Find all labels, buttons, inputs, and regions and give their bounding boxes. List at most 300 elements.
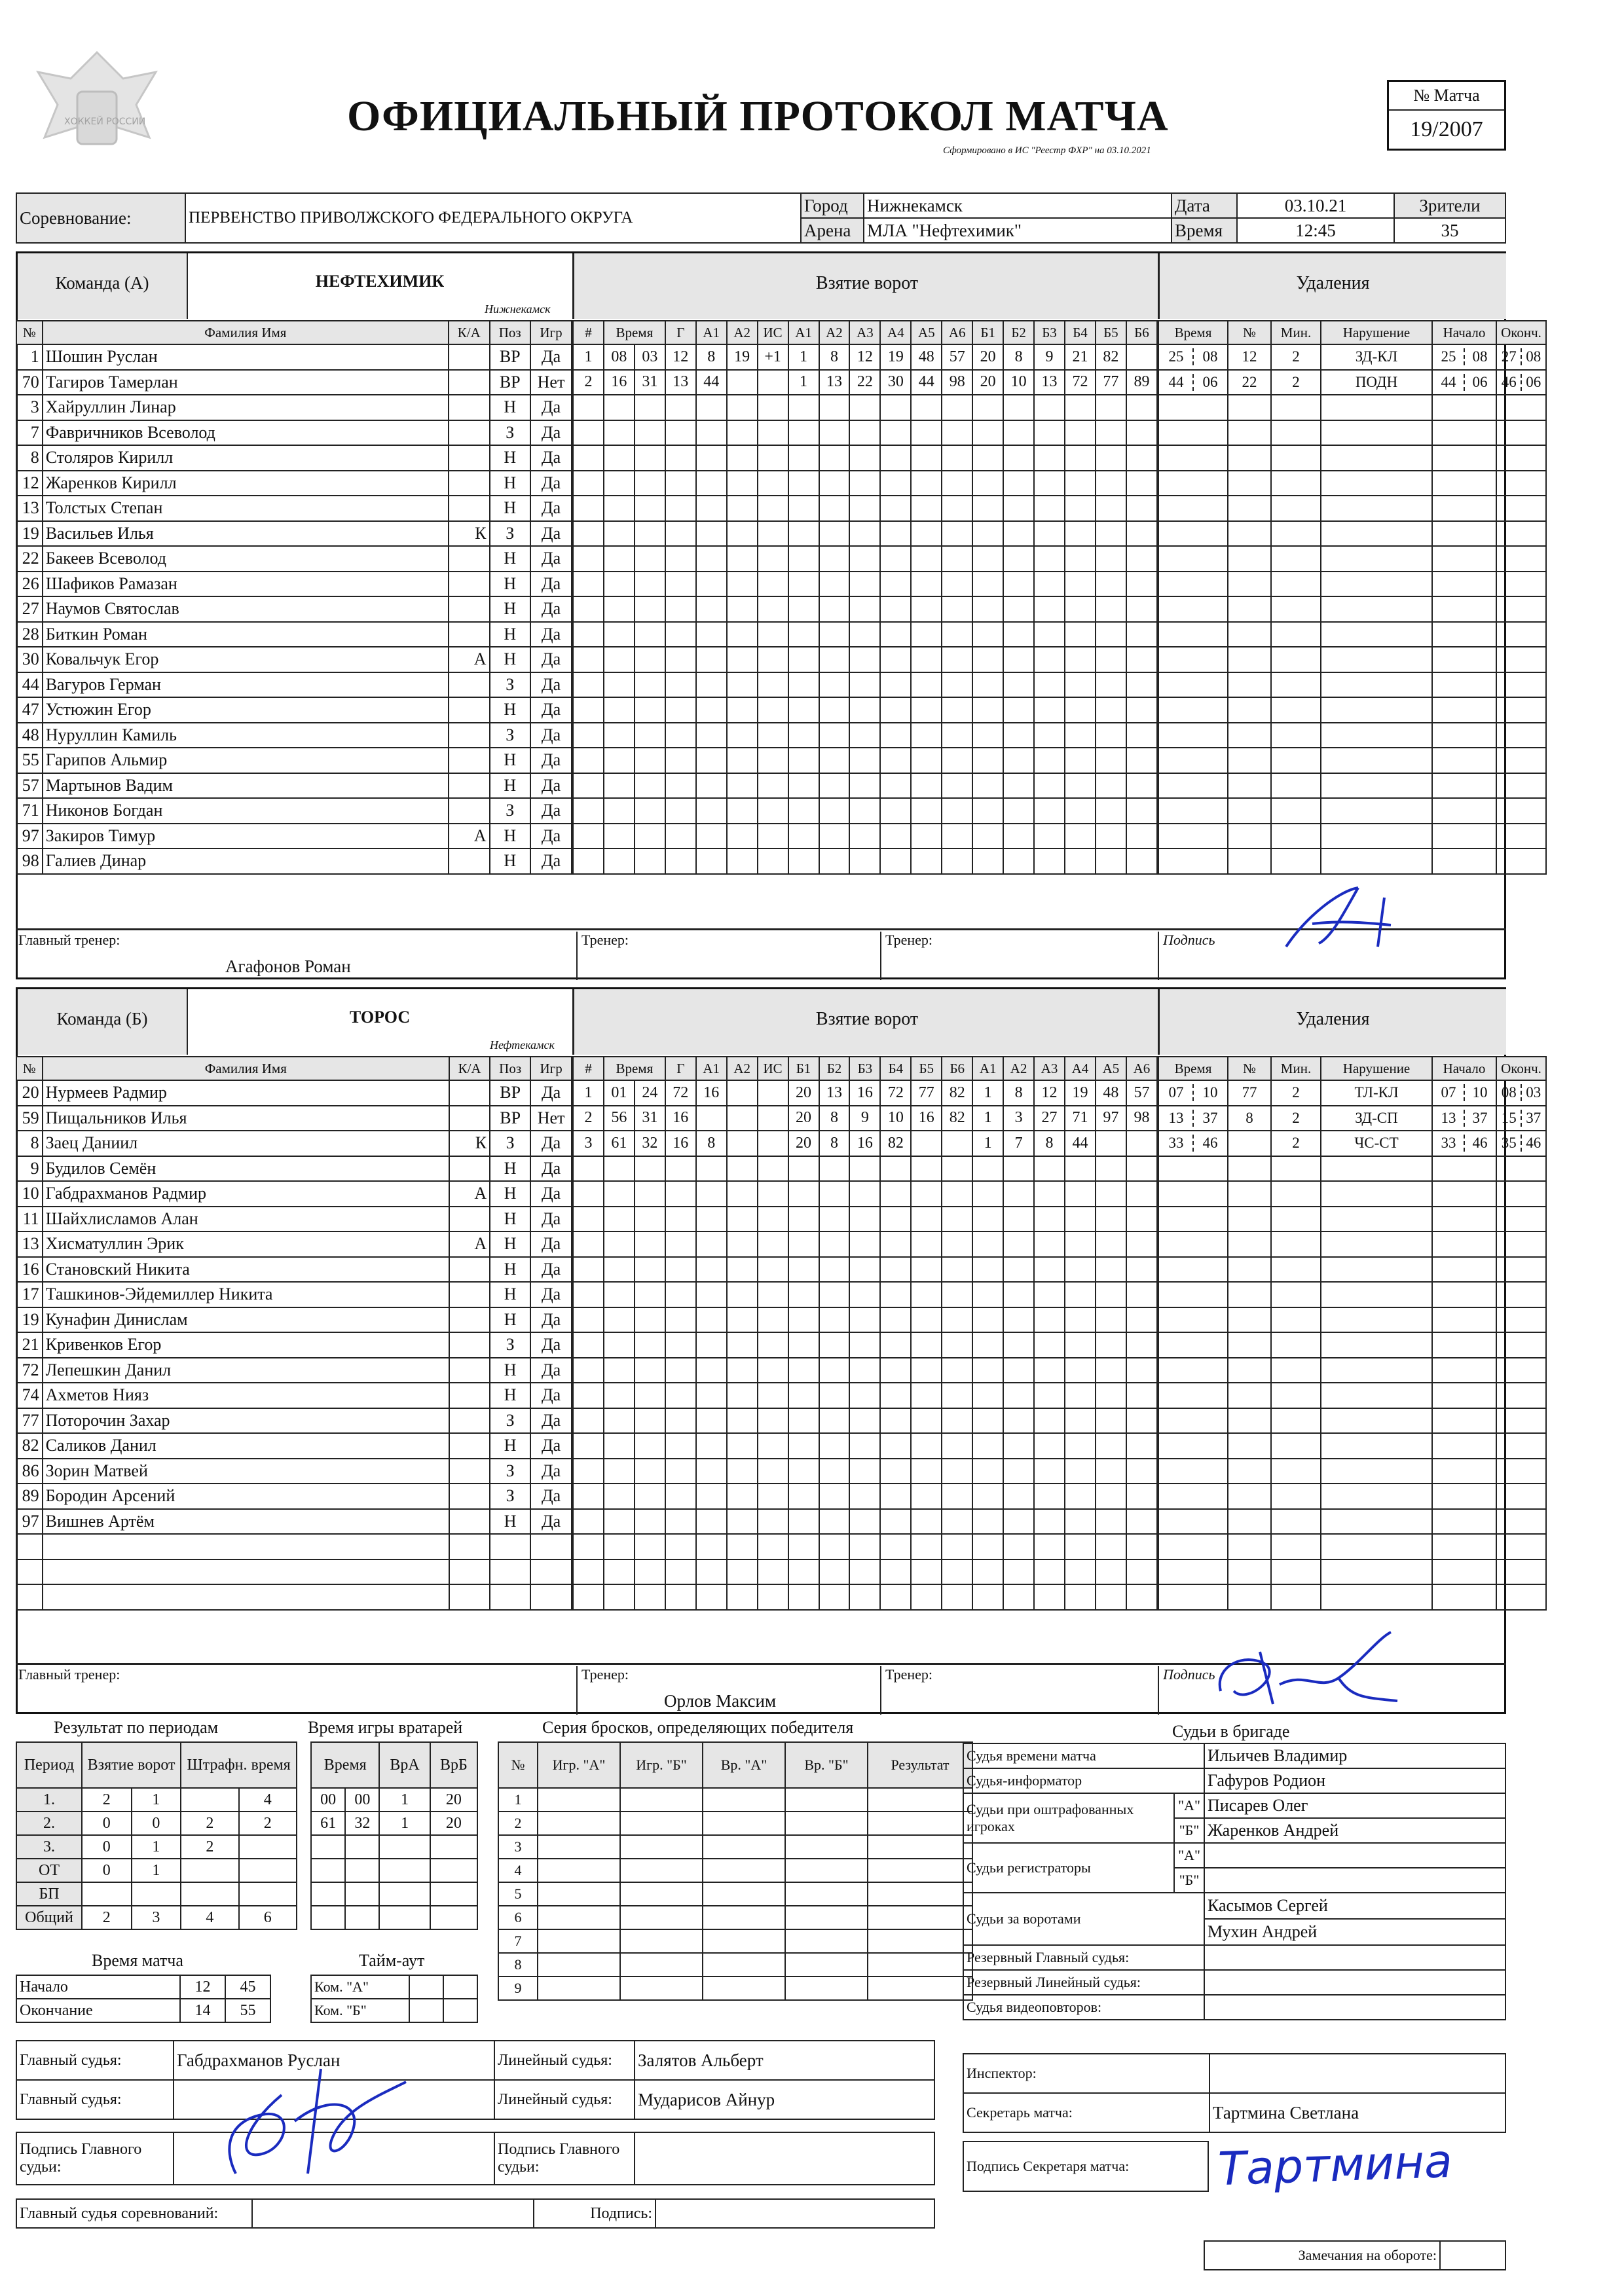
grid-cell [880,1282,911,1307]
empty-cell [43,1584,449,1610]
table-row [16,647,572,672]
grid-cell [696,1534,727,1559]
player-ka [449,1509,490,1535]
period-cell: 1. [16,1788,82,1812]
grid-cell: 57 [942,344,972,370]
pen-cell [1321,1358,1432,1383]
empty-cell [449,1534,490,1559]
penbox-b: Жаренков Андрей [1204,1818,1505,1843]
player-ka [449,1080,490,1106]
pen-cell [1321,596,1432,622]
grid-cell [972,697,1003,723]
grid-cell [665,1332,696,1358]
grid-cell [788,1181,819,1207]
pen-cell [1496,1207,1546,1232]
grid-cell [880,672,911,698]
table-row [16,848,572,874]
grid-cell [942,748,972,773]
pen-cell [1158,1181,1228,1207]
grid-cell [788,1559,819,1585]
period-cell: ОТ [16,1859,82,1882]
grid-cell [635,848,665,874]
player-name: Шошин Руслан [43,344,449,370]
table-row [1158,1156,1546,1182]
pen-cell [1496,1358,1546,1383]
grid-cell [604,1358,635,1383]
grid-cell [972,1156,1003,1182]
grid-cell [604,496,635,521]
pen-cell [1432,596,1496,622]
empty-cell [16,1584,43,1610]
grid-cell [942,395,972,420]
grid-cell [573,1231,604,1257]
table-row [1158,798,1546,824]
grid-cell [880,1207,911,1232]
grid-cell [942,1383,972,1408]
pen-cell [1321,1282,1432,1307]
table-row [498,1929,972,1953]
grid-cell [1065,824,1096,849]
grid-cell [758,748,788,773]
date: 03.10.21 [1237,193,1394,218]
grid-cell [880,1459,911,1484]
grid-cell [972,1257,1003,1283]
grid-cell [665,546,696,572]
scorer-a-tag: "А" [1174,1843,1204,1868]
grid-cell [942,1559,972,1585]
grid-cell [604,848,635,874]
grid-cell [1003,1383,1034,1408]
column-header: А2 [1003,1057,1034,1080]
table-row [573,1509,1157,1535]
column-header: А5 [1096,1057,1126,1080]
grid-cell [665,672,696,698]
grid-cell [696,1181,727,1207]
grid-cell [635,1484,665,1509]
column-header: А1 [788,321,819,344]
grid-cell: 7 [1003,1131,1034,1156]
player-number: 55 [16,748,43,773]
grid-cell [604,1156,635,1182]
column-header: А1 [696,1057,727,1080]
pen-cell [1271,1433,1321,1459]
grid-cell [1034,1332,1065,1358]
grid-cell: 32 [635,1131,665,1156]
grid-cell [758,395,788,420]
player-played: Да [530,1257,572,1283]
table-row [16,1859,297,1882]
table-row [573,1383,1157,1408]
team-a-goals-title-cell [572,253,1160,319]
grid-cell [758,1509,788,1535]
table-row [573,1131,1157,1156]
column-header: А6 [1126,1057,1157,1080]
grid-cell: 8 [819,1106,850,1131]
player-name: Никонов Богдан [43,798,449,824]
grid-cell [727,1181,758,1207]
pen-min: 44 [1433,374,1465,391]
pen-cell [1321,572,1432,597]
pen-cell [1432,1433,1496,1459]
pen-cell [1321,1231,1432,1257]
grid-cell [849,1459,880,1484]
grid-cell [758,370,788,395]
goalie-cell [311,1906,345,1929]
grid-cell: 97 [1096,1106,1126,1131]
grid-cell: 71 [1065,1106,1096,1131]
pen-cell [1158,723,1228,748]
shot-cell [620,1835,703,1859]
grid-cell [788,697,819,723]
player-name: Столяров Кирилл [43,445,449,471]
table-row [1158,1282,1546,1307]
pen-cell [1496,596,1546,622]
grid-cell [1003,748,1034,773]
pen-sec: 10 [1202,1084,1218,1101]
grid-cell [604,420,635,446]
grid-cell [819,1332,850,1358]
team-a-signature-icon [1280,884,1424,950]
pen-cell [1271,848,1321,874]
grid-cell [635,798,665,824]
grid-cell [635,420,665,446]
grid-cell [1065,798,1096,824]
grid-cell [758,496,788,521]
player-pos: Н [490,496,530,521]
player-number: 48 [16,723,43,748]
pen-cell [1321,1484,1432,1509]
grid-cell [1034,1207,1065,1232]
player-played: Да [530,420,572,446]
pen-cell [1321,1332,1432,1358]
competition-label: Соревнование: [16,193,185,243]
grid-cell: 16 [849,1131,880,1156]
player-number: 59 [16,1106,43,1131]
pen-cell [1158,496,1228,521]
table-row [573,1408,1157,1434]
pen-cell [1271,1408,1321,1434]
grid-cell [1096,748,1126,773]
player-number: 12 [16,471,43,496]
grid-cell [880,1584,911,1610]
pen-min: 33 [1433,1135,1465,1152]
player-ka [449,370,490,395]
grid-cell [942,1207,972,1232]
table-row [16,1156,572,1182]
table-row [1158,370,1546,395]
pen-cell [1321,1408,1432,1434]
col-play: Игр [530,1057,572,1080]
periods-col-goals: Взятие ворот [82,1742,181,1788]
grid-cell [788,1433,819,1459]
column-header: Б3 [849,1057,880,1080]
player-pos: Н [490,1383,530,1408]
shot-cell [785,1788,868,1812]
grid-cell [880,1358,911,1383]
column-header: Игр. "Б" [620,1742,703,1788]
grid-cell: 22 [849,370,880,395]
period-cell: БП [16,1882,82,1906]
grid-cell [1096,848,1126,874]
grid-cell [1003,596,1034,622]
table-row [1158,572,1546,597]
table-row [573,496,1157,521]
column-header: Время [1158,321,1228,344]
player-name: Тагиров Тамерлан [43,370,449,395]
pen-cell [1158,370,1228,395]
grid-cell [573,622,604,647]
grid-cell [1034,622,1065,647]
grid-cell [727,572,758,597]
grid-cell [727,848,758,874]
grid-cell [1126,420,1157,446]
grid-cell [727,1282,758,1307]
pen-cell [1158,1307,1228,1333]
pen-cell [1158,798,1228,824]
grid-cell [788,445,819,471]
grid-cell [1126,1509,1157,1535]
pen-cell [1228,496,1271,521]
grid-cell [635,1307,665,1333]
grid-cell: 44 [1065,1131,1096,1156]
match-no-label: № Матча [1389,82,1504,111]
grid-cell [1003,1509,1034,1535]
pen-cell [1158,1282,1228,1307]
match-start-label: Начало [16,1975,180,1999]
secretary-sign-label: Подпись Секретаря матча: [963,2141,1208,2191]
column-header: Игр. "А" [538,1742,620,1788]
timeout-b: Ком. "Б" [311,1999,409,2022]
grid-cell [1096,1207,1126,1232]
grid-cell [1065,1207,1096,1232]
table-row [1158,672,1546,698]
period-cell: 2 [239,1812,297,1835]
table-row [311,1859,477,1882]
grid-cell [758,773,788,799]
pen-cell [1432,1282,1496,1307]
grid-cell [1096,1509,1126,1535]
column-header: А3 [1034,1057,1065,1080]
grid-cell [1126,1559,1157,1585]
grid-cell [573,471,604,496]
pen-cell [1496,1332,1546,1358]
grid-cell [1126,395,1157,420]
grid-cell [819,1584,850,1610]
goalie-cell [345,1882,379,1906]
period-cell: 2 [82,1906,132,1929]
grid-cell [1096,420,1126,446]
grid-cell [1126,521,1157,547]
grid-cell [972,1584,1003,1610]
grid-cell: 1 [972,1131,1003,1156]
grid-cell [1096,622,1126,647]
grid-cell [604,748,635,773]
pen-sec: 08 [1472,348,1488,365]
grid-cell [696,521,727,547]
grid-cell [1003,420,1034,446]
grid-cell [942,1484,972,1509]
grid-cell [635,596,665,622]
grid-cell [911,471,942,496]
player-number: 28 [16,622,43,647]
table-row [16,1307,572,1333]
grid-cell [696,848,727,874]
secretary-signature: Тартмина [1217,2134,1454,2196]
grid-cell [1126,1383,1157,1408]
empty-cell [530,1584,572,1610]
player-played: Да [530,445,572,471]
pen-cell [1496,496,1546,521]
grid-cell [758,647,788,672]
grid-cell [758,572,788,597]
grid-cell [758,1408,788,1434]
grid-cell [1126,471,1157,496]
player-played: Да [530,848,572,874]
grid-cell [972,1307,1003,1333]
grid-cell [635,1207,665,1232]
player-played: Да [530,773,572,799]
player-ka [449,1332,490,1358]
pen-cell [1228,1559,1271,1585]
penbox-label: Судьи при оштрафованных игроках [963,1793,1174,1843]
grid-cell [942,1156,972,1182]
grid-cell [758,596,788,622]
grid-cell: 61 [604,1131,635,1156]
pen-cell [1432,1509,1496,1535]
grid-cell [1126,1358,1157,1383]
table-row [16,370,572,395]
pen-cell [1228,546,1271,572]
grid-cell [635,1559,665,1585]
pen-cell [1228,596,1271,622]
grid-cell [1034,798,1065,824]
pen-cell [1228,1307,1271,1333]
main-ref2-sign-label: Подпись Главного судьи: [494,2132,635,2185]
table-row [1158,824,1546,849]
pen-cell [1271,1534,1321,1559]
officials-table [963,1743,1506,2020]
table-row [16,622,572,647]
table-row [573,723,1157,748]
grid-cell [972,445,1003,471]
grid-cell [1034,1282,1065,1307]
grid-cell [696,1106,727,1131]
grid-cell [911,748,942,773]
grid-cell [1096,1358,1126,1383]
grid-cell [972,1181,1003,1207]
grid-cell [849,596,880,622]
pen-cell [1271,1383,1321,1408]
grid-cell [1034,395,1065,420]
player-ka [449,773,490,799]
grid-cell [604,1207,635,1232]
grid-cell [849,1181,880,1207]
shot-cell [868,1788,972,1812]
column-header: ИС [758,1057,788,1080]
grid-cell [665,420,696,446]
pen-cell [1432,748,1496,773]
grid-cell [758,1584,788,1610]
goalie-col-time: Время [311,1742,379,1788]
grid-cell: 12 [665,344,696,370]
pen-cell [1496,697,1546,723]
pen-cell [1321,748,1432,773]
pen-cell [1158,1207,1228,1232]
grid-cell [665,622,696,647]
shot-cell [785,1859,868,1882]
team-a-pen-title: Удаления [1296,273,1370,293]
generated-note: Сформировано в ИС "Реестр ФХР" на 03.10.2021 [943,145,1151,156]
grid-cell [788,647,819,672]
grid-cell [727,647,758,672]
pen-cell [1158,773,1228,799]
grid-cell [849,1509,880,1535]
grid-cell [727,697,758,723]
grid-cell [635,1332,665,1358]
notes-label: Замечания на обороте: [1204,2241,1440,2270]
grid-cell [665,1459,696,1484]
player-played: Да [530,596,572,622]
grid-cell [1126,672,1157,698]
grid-cell [911,1131,942,1156]
pen-cell [1432,824,1496,849]
shot-number: 2 [498,1812,538,1835]
column-header: Начало [1432,321,1496,344]
col-pos: Поз [490,1057,530,1080]
pen-cell [1271,647,1321,672]
player-ka [449,1459,490,1484]
player-number: 77 [16,1408,43,1434]
grid-cell [727,1080,758,1106]
pen-min: 08 [1497,1084,1522,1101]
city-label: Город [801,193,864,218]
column-header: Б5 [911,1057,942,1080]
pen-cell [1158,420,1228,446]
timeout-a: Ком. "А" [311,1975,409,1999]
pen-cell [1158,1358,1228,1383]
player-ka [449,1408,490,1434]
pen-cell [1496,622,1546,647]
grid-cell: 13 [1034,370,1065,395]
grid-cell [1096,647,1126,672]
grid-cell [1003,1307,1034,1333]
player-ka: А [449,824,490,849]
grid-cell [849,1282,880,1307]
grid-cell [727,1559,758,1585]
table-row [16,723,572,748]
column-header: Нарушение [1321,1057,1432,1080]
table-row [1158,445,1546,471]
table-row [1158,496,1546,521]
shot-number: 1 [498,1788,538,1812]
grid-cell [573,1534,604,1559]
pen-sec: 46 [1472,1135,1488,1152]
player-ka: А [449,647,490,672]
team-b-name: ТОРОС [349,1008,411,1027]
pen-cell [1321,798,1432,824]
grid-cell [573,1383,604,1408]
informer: Гафуров Родион [1204,1768,1505,1793]
pen-cell [1432,647,1496,672]
pen-cell: ЧС-СТ [1321,1131,1432,1156]
column-header: А1 [696,321,727,344]
pen-cell [1432,1231,1496,1257]
grid-cell [972,1559,1003,1585]
grid-cell [942,1459,972,1484]
table-row [1158,1484,1546,1509]
grid-cell [635,1459,665,1484]
player-pos: Н [490,1509,530,1535]
